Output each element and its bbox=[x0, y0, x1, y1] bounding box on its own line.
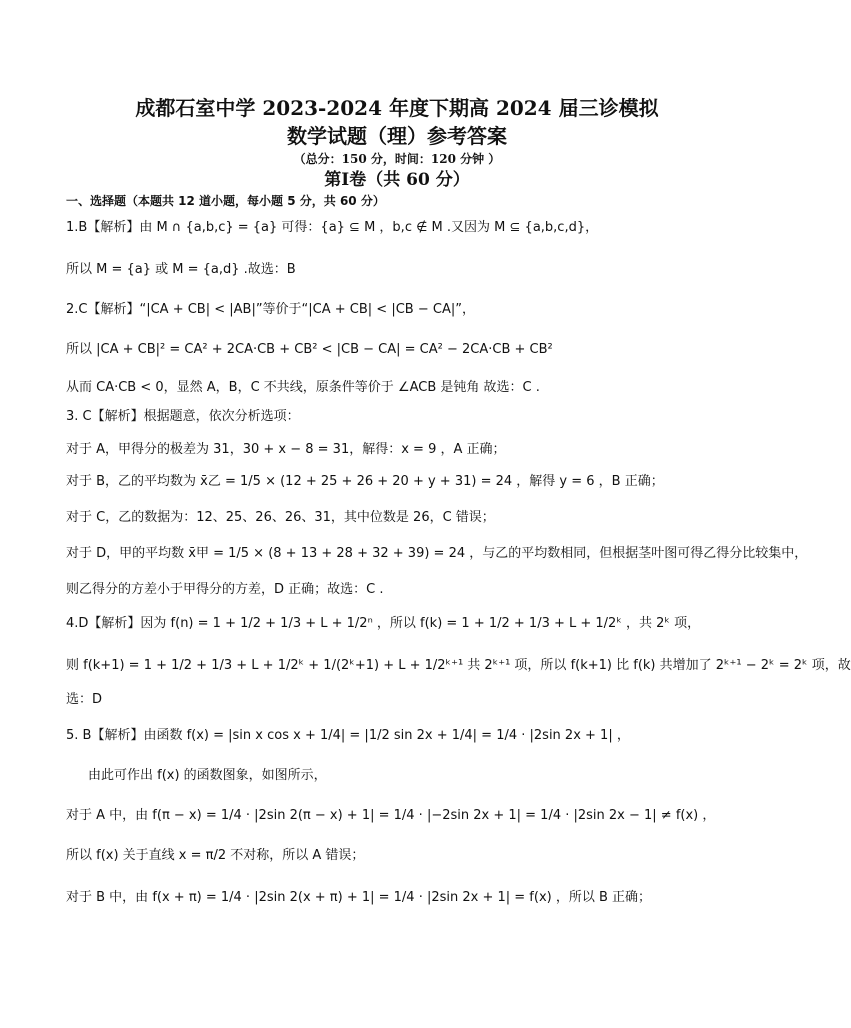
section-heading: 一、选择题（本题共 12 道小题，每小题 5 分，共 60 分） bbox=[66, 194, 385, 208]
answer-line: 对于 A，甲得分的极差为 31，30 + x − 8 = 31，解得：x = 9 ，A 正确； bbox=[66, 442, 506, 457]
answer-line: 选：D bbox=[66, 692, 103, 707]
answer-line: 对于 D，甲的平均数 x̄甲 = 1/5 × (8 + 13 + 28 + 32 + 39) = 24 ，与乙的平均数相同，但根据茎叶图可得乙得分比较集中， bbox=[66, 546, 808, 561]
answer-line: 所以 M = {a} 或 M = {a,d} .故选：B bbox=[66, 262, 296, 277]
document-title: 成都石室中学 2023-2024 年度下期高 2024 届三诊模拟 bbox=[135, 96, 659, 120]
document-subtitle: 数学试题（理）参考答案 bbox=[287, 124, 507, 148]
answer-line: 对于 B 中，由 f(x + π) = 1/4 · |2sin 2(x + π) + 1| = 1/4 · |2sin 2x + 1| = f(x) ，所以 B 正确； bbox=[66, 890, 652, 905]
answer-line: 所以 f(x) 关于直线 x = π/2 不对称，所以 A 错误； bbox=[66, 848, 365, 863]
answer-line: 3. C【解析】根据题意，依次分析选项： bbox=[66, 409, 300, 424]
exam-meta: （总分：150 分，时间：120 分钟 ） bbox=[293, 152, 501, 166]
answer-line: 对于 A 中，由 f(π − x) = 1/4 · |2sin 2(π − x) + 1| = 1/4 · |−2sin 2x + 1| = 1/4 · |2sin 2x − 1| ≠ f(x) ， bbox=[66, 808, 716, 823]
answer-line: 1.B【解析】由 M ∩ {a,b,c} = {a} 可得：{a} ⊆ M ，b,c ∉ M .又因为 M ⊆ {a,b,c,d}， bbox=[66, 220, 599, 235]
answer-line: 则 f(k+1) = 1 + 1/2 + 1/3 + L + 1/2ᵏ + 1/(2ᵏ+1) + L + 1/2ᵏ⁺¹ 共 2ᵏ⁺¹ 项，所以 f(k+1) 比 f(k) 共增加了 2ᵏ⁺¹ − 2ᵏ = 2ᵏ 项，故 bbox=[66, 658, 851, 673]
answer-line: 对于 B，乙的平均数为 x̄乙 = 1/5 × (12 + 25 + 26 + 20 + y + 31) = 24 ，解得 y = 6 ，B 正确； bbox=[66, 474, 664, 489]
answer-line: 由此可作出 f(x) 的函数图象，如图所示， bbox=[88, 768, 327, 783]
answer-line: 2.C【解析】“|CA + CB| < |AB|”等价于“|CA + CB| < |CB − CA|”， bbox=[66, 302, 475, 317]
answer-line: 4.D【解析】因为 f(n) = 1 + 1/2 + 1/3 + L + 1/2ⁿ ，所以 f(k) = 1 + 1/2 + 1/3 + L + 1/2ᵏ ，共 2ᵏ 项， bbox=[66, 616, 701, 631]
answer-line: 从而 CA·CB < 0，显然 A，B，C 不共线，原条件等价于 ∠ACB 是钝角 故选：C . bbox=[66, 380, 540, 395]
answer-line: 对于 C，乙的数据为：12、25、26、26、31，其中位数是 26，C 错误； bbox=[66, 510, 495, 525]
answer-line: 则乙得分的方差小于甲得分的方差，D 正确；故选：C . bbox=[66, 582, 384, 597]
answer-line: 所以 |CA + CB|² = CA² + 2CA·CB + CB² < |CB − CA| = CA² − 2CA·CB + CB² bbox=[66, 342, 553, 357]
volume-heading: 第Ⅰ卷（共 60 分） bbox=[324, 170, 470, 190]
answer-line: 5. B【解析】由函数 f(x) = |sin x cos x + 1/4| = |1/2 sin 2x + 1/4| = 1/4 · |2sin 2x + 1| ， bbox=[66, 728, 630, 743]
